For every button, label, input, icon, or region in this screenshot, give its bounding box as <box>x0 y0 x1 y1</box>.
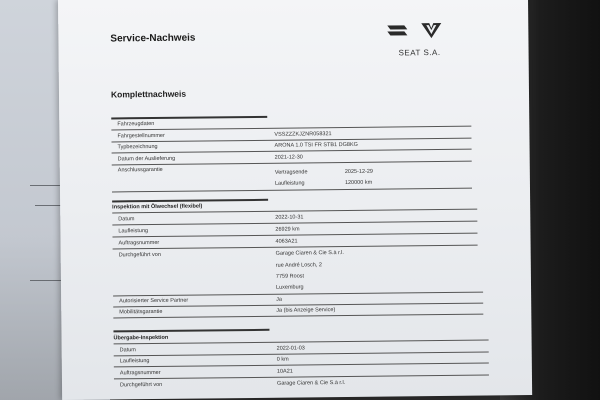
partner-label: Autorisierter Service Partner <box>119 297 189 305</box>
inspection-order-value: 4063A21 <box>275 238 298 245</box>
row-label: Durchgeführt von <box>118 251 161 259</box>
row-rule <box>112 233 477 238</box>
handover-heading: Übergabe-Inspektion <box>113 334 169 342</box>
paper-shadow <box>0 230 70 400</box>
row-rule <box>114 340 489 345</box>
section-rule <box>113 329 269 332</box>
row-rule <box>114 375 489 380</box>
type-value: ARONA 1.0 TSI FR STB1 DG8KG <box>274 141 358 149</box>
section-title: Komplettnachweis <box>110 88 187 100</box>
delivery-date-value: 2021-12-30 <box>274 154 303 161</box>
row-rule <box>112 149 472 154</box>
inspection-garage-value: Garage Ciaren & Cie S.à r.l. <box>275 250 344 257</box>
seat-logo-icon <box>386 23 408 42</box>
row-rule <box>113 314 483 319</box>
row-label: Durchgeführt von <box>120 381 163 389</box>
cupra-logo-icon <box>420 21 442 44</box>
service-record-sheet <box>58 0 532 400</box>
row-label: Auftragsnummer <box>119 369 161 377</box>
inspection-heading: Inspektion mit Ölwechsel (flexibel) <box>112 203 203 211</box>
row-label: Fahrgestellnummer <box>117 132 165 140</box>
address-line: Luxemburg <box>275 284 304 291</box>
row-rule <box>114 363 489 368</box>
row-rule <box>111 126 471 131</box>
section-rule <box>112 199 268 202</box>
row-label: Datum <box>118 216 135 223</box>
row-label: Laufleistung <box>119 358 150 365</box>
guarantee-km-label: Laufleistung <box>274 180 305 187</box>
row-label: Laufleistung <box>118 228 149 235</box>
row-label: Anschlussgarantie <box>117 166 163 174</box>
mobility-value: Ja (bis Anzeige Service) <box>276 307 336 314</box>
inspection-km-value: 26929 km <box>275 226 300 233</box>
row-rule <box>113 292 483 297</box>
address-line: 7759 Roost <box>275 273 305 280</box>
handover-date-value: 2022-01-03 <box>276 345 305 352</box>
row-rule <box>113 245 478 250</box>
guarantee-end-label: Vertragsende <box>274 169 308 176</box>
handover-order-value: 10A21 <box>276 368 293 375</box>
inspection-date-value: 2022-10-31 <box>275 214 304 221</box>
row-rule <box>112 221 477 226</box>
guarantee-km-value: 120000 km <box>344 179 373 187</box>
document-title: Service-Nachweis <box>110 32 196 45</box>
row-rule <box>114 352 489 357</box>
handover-garage-value: Garage Ciaren & Cie S.à r.l. <box>276 380 346 387</box>
row-label: Auftragsnummer <box>118 239 160 247</box>
row-label: Datum der Auslieferung <box>117 155 176 163</box>
row-label: Datum <box>119 347 136 354</box>
fahrzeugdaten-heading: Fahrzeugdaten <box>117 120 155 128</box>
section-rule <box>111 116 267 119</box>
address-line: rue André Losch, 2 <box>275 262 322 269</box>
row-rule <box>112 188 472 193</box>
guarantee-end-value: 2025-12-29 <box>344 168 373 176</box>
brand-text: SEAT S.A. <box>398 47 441 58</box>
vin-value: VSSZZZKJZNR058321 <box>274 131 332 138</box>
handover-km-value: 0 km <box>276 356 289 363</box>
partner-value: Ja <box>276 296 282 303</box>
mobility-label: Mobilitätsgarantie <box>119 308 163 316</box>
row-label: Typbezeichnung <box>117 143 158 151</box>
